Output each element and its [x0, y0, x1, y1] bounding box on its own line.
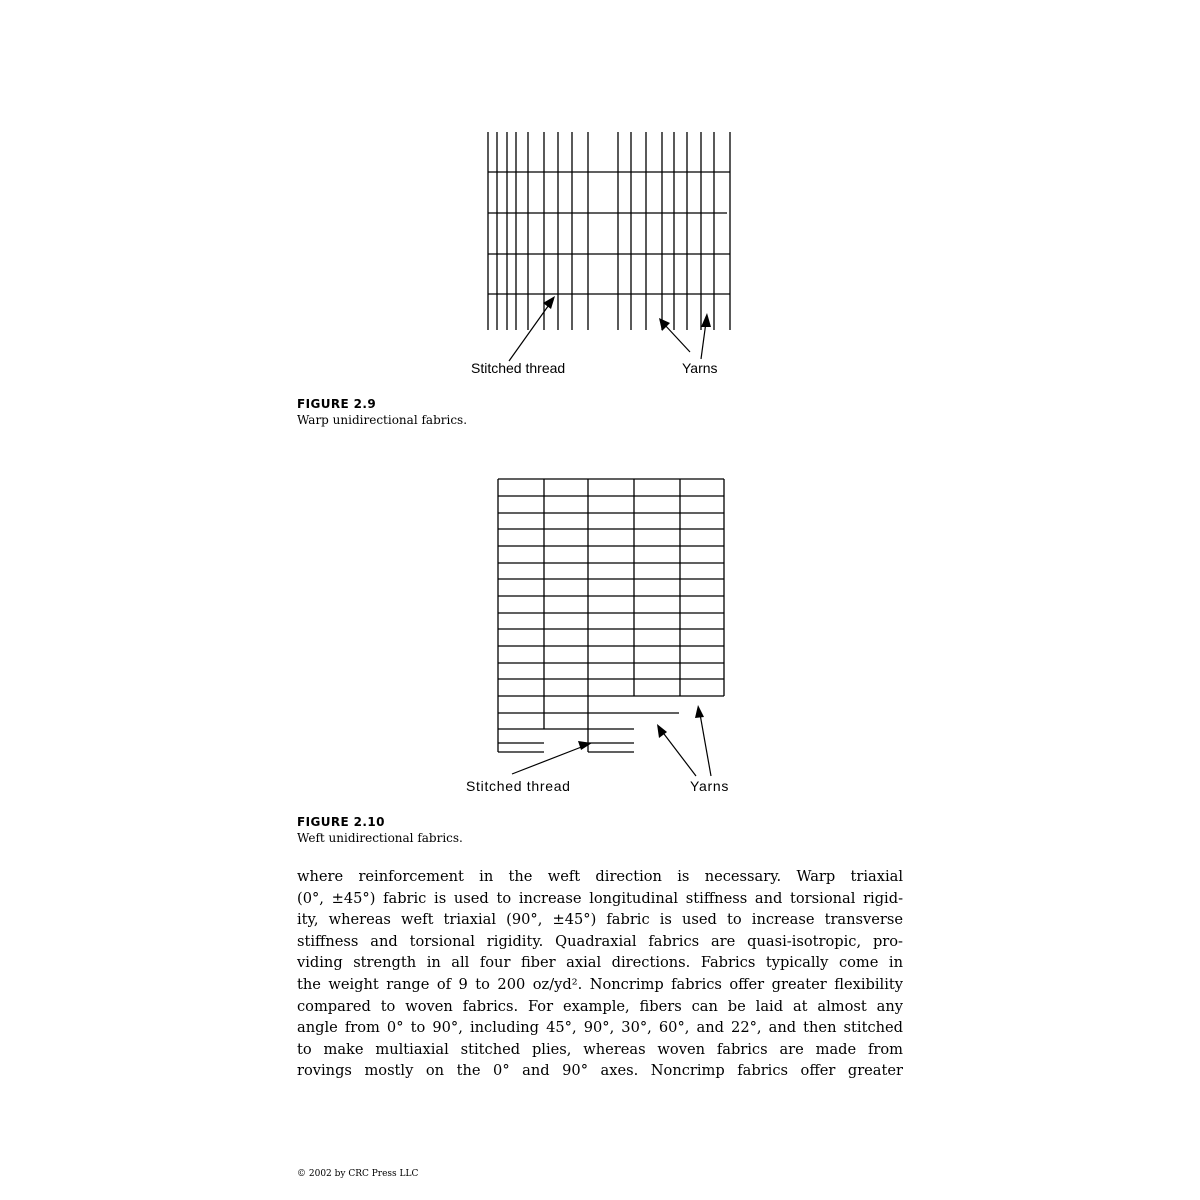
figure-2-10-label: FIGURE 2.10 [297, 815, 385, 829]
body-line: viding strength in all four fiber axial directions. Fabrics typically come in [297, 954, 903, 972]
body-line: the weight range of 9 to 200 oz/yd². Noncrimp fabrics offer greater flexibility [297, 975, 903, 993]
figure-2-9-caption-text: Warp unidirectional fabrics. [297, 413, 468, 427]
stitch-lines [488, 172, 730, 294]
body-line: angle from 0° to 90°, including 45°, 90°, 30°, 60°, and 22°, and then stitched [297, 1019, 903, 1037]
figure-2-10-caption-text: Weft unidirectional fabrics. [297, 831, 463, 845]
copyright-footer: © 2002 by CRC Press LLC [297, 1169, 419, 1179]
body-line: stiffness and torsional rigidity. Quadraxial fabrics are quasi-isotropic, pro- [297, 932, 903, 950]
yarns-arrow-right [695, 705, 711, 776]
body-line: where reinforcement in the weft direction is necessary. Warp triaxial [297, 868, 903, 885]
figure-2-10-diagram [460, 470, 760, 800]
figure-2-9-diagram [460, 120, 760, 385]
figure-2-10-caption [297, 814, 463, 846]
yarns-arrow-right [701, 313, 711, 359]
body-line: compared to woven fabrics. For example, fibers can be laid at almost any [297, 997, 903, 1015]
label-yarns: Yarns [690, 778, 730, 794]
body-paragraph [297, 866, 903, 1082]
warp-yarns [488, 132, 730, 330]
label-stitched-thread: Stitched thread [471, 360, 566, 376]
body-line: rovings mostly on the 0° and 90° axes. Noncrimp fabrics offer greater [297, 1062, 903, 1080]
body-line: (0°, ±45°) fabric is used to increase longitudinal stiffness and torsional rigid- [297, 889, 903, 907]
figure-2-9-caption [297, 396, 467, 428]
stitched-thread-arrow [512, 741, 592, 774]
body-line: to make multiaxial stitched plies, whereas woven fabrics are made from [297, 1040, 903, 1058]
label-yarns: Yarns [682, 360, 718, 376]
weft-grid [498, 479, 724, 752]
label-stitched-thread: Stitched thread [466, 778, 571, 794]
yarns-arrow-left [657, 724, 696, 776]
figure-2-9-label: FIGURE 2.9 [297, 397, 377, 411]
body-line: ity, whereas weft triaxial (90°, ±45°) fabric is used to increase transverse [297, 911, 903, 929]
